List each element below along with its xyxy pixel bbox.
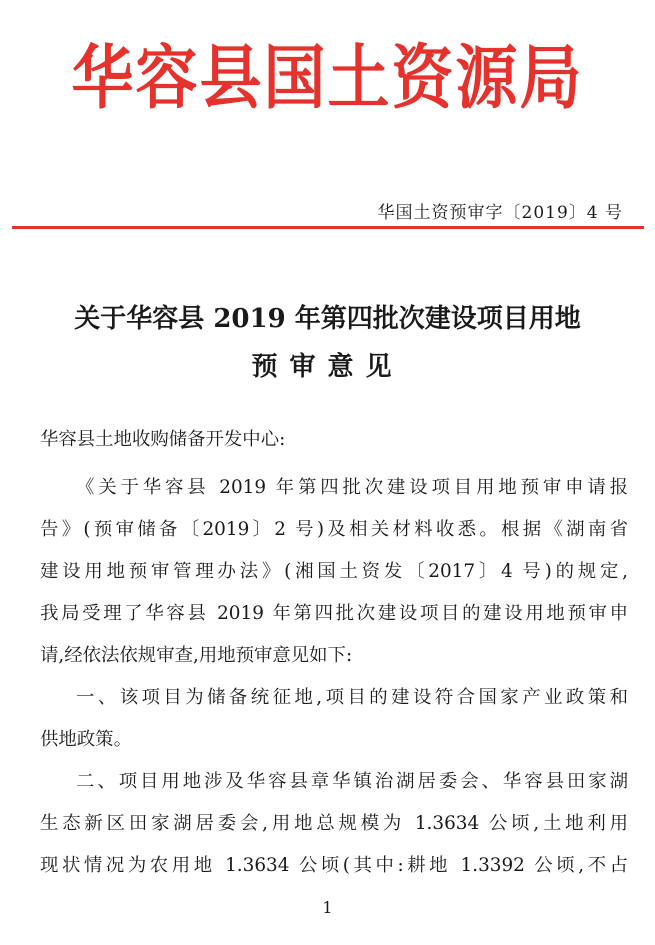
document-title-line-1: 关于华容县 2019 年第四批次建设项目用地 <box>74 304 581 334</box>
body-line: 告》(预审储备〔2019〕2 号)及相关材料收悉。根据《湖南省 <box>40 519 628 540</box>
body-line: 《关于华容县 2019 年第四批次建设项目用地预审申请报 <box>76 477 628 498</box>
body-line: 供地政策。 <box>40 729 132 750</box>
red-divider-line <box>12 226 644 229</box>
document-number: 华国土资预审字〔2019〕4 号 <box>377 203 623 223</box>
body-line: 建设用地预审管理办法》(湘国土资发〔2017〕4 号)的规定, <box>40 561 628 582</box>
organization-header: 华容县国土资源局 <box>71 36 584 119</box>
body-line: 一、该项目为储备统征地,项目的建设符合国家产业政策和 <box>76 687 628 708</box>
page-number: 1 <box>322 898 333 917</box>
body-line: 现状情况为农用地 1.3634 公顷(其中:耕地 1.3392 公顷,不占 <box>40 855 628 876</box>
body-line: 请,经依法依规审查,用地预审意见如下: <box>40 645 353 666</box>
addressee: 华容县土地收购储备开发中心: <box>40 429 286 450</box>
body-line: 二、项目用地涉及华容县章华镇治湖居委会、华容县田家湖 <box>76 771 628 792</box>
body-line: 我局受理了华容县 2019 年第四批次建设项目的建设用地预审申 <box>40 603 628 624</box>
document-title-line-2: 预审意见 <box>251 352 404 382</box>
body-line: 生态新区田家湖居委会,用地总规模为 1.3634 公顷,土地利用 <box>40 813 628 834</box>
